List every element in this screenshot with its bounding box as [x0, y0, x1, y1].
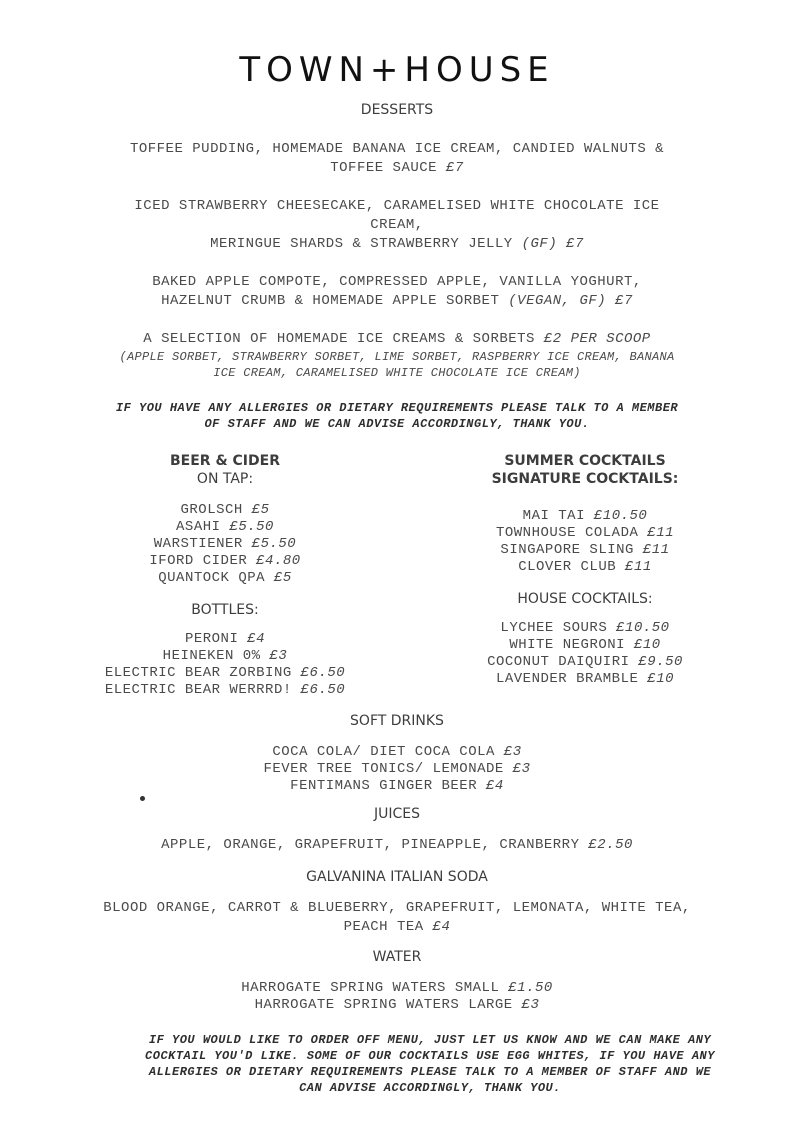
footer-note [110, 1032, 750, 1096]
allergy-note-line: IF YOU HAVE ANY ALLERGIES OR DIETARY REQUIREMENTS PLEASE TALK TO A MEMBER [115, 401, 679, 415]
soft-drink-item: FEVER TREE TONICS/ LEMONADE £3 [263, 761, 531, 777]
bottle-item: HEINEKEN 0% £3 [162, 648, 288, 664]
bottle-item: ELECTRIC BEAR WERRRD! £6.50 [104, 682, 346, 698]
flavours-line: ICE CREAM, CARAMELISED WHITE CHOCOLATE ICE CREAM) [213, 366, 581, 380]
dessert-price: (VEGAN, GF) £7 [508, 293, 633, 309]
on-tap-heading: ON TAP: [196, 471, 254, 487]
soda-heading: GALVANINA ITALIAN SODA [306, 869, 488, 885]
dessert-item [0, 140, 794, 178]
beer-column [60, 452, 390, 699]
soda-line: PEACH TEA [343, 919, 433, 935]
bottle-item: ELECTRIC BEAR ZORBING £6.50 [104, 665, 346, 681]
bottles-heading: BOTTLES: [191, 602, 259, 618]
soft-drinks-heading: SOFT DRINKS [350, 713, 444, 729]
house-list [420, 620, 750, 688]
beer-item: WARSTIENER £5.50 [153, 536, 297, 552]
soft-drinks-list [0, 744, 794, 795]
footer-line: ALLERGIES OR DIETARY REQUIREMENTS PLEASE TALK TO A MEMBER OF STAFF AND WE [148, 1065, 712, 1079]
cocktail-item: MAI TAI £10.50 [522, 508, 648, 524]
brand-title: TOWN+HOUSE [239, 50, 555, 90]
water-heading: WATER [372, 949, 422, 965]
allergy-note-line: OF STAFF AND WE CAN ADVISE ACCORDINGLY, THANK YOU. [204, 417, 590, 431]
dessert-line: ICED STRAWBERRY CHEESECAKE, CARAMELISED WHITE CHOCOLATE ICE [134, 198, 660, 214]
beer-item: GROLSCH £5 [180, 502, 270, 518]
cocktail-item: WHITE NEGRONI £10 [509, 637, 661, 653]
beer-item: ASAHI £5.50 [176, 519, 274, 535]
soda-list: BLOOD ORANGE, CARROT & BLUEBERRY, GRAPEFRUIT, LEMONATA, WHITE TEA, PEACH TEA £4 [0, 899, 794, 937]
dessert-price: (GF) £7 [521, 236, 584, 252]
water-item: HARROGATE SPRING WATERS LARGE £3 [254, 997, 540, 1013]
flavours-line: (APPLE SORBET, STRAWBERRY SORBET, LIME SORBET, RASPBERRY ICE CREAM, BANANA [119, 350, 675, 364]
dessert-line: TOFFEE SAUCE [330, 160, 446, 176]
beer-item: QUANTOCK QPA £5 [158, 570, 292, 586]
cocktail-item: LYCHEE SOURS £10.50 [500, 620, 670, 636]
dessert-line: CREAM, [370, 217, 424, 233]
cocktail-item: LAVENDER BRAMBLE £10 [495, 671, 675, 687]
beer-heading: BEER & CIDER [170, 453, 280, 469]
water-item: HARROGATE SPRING WATERS SMALL £1.50 [241, 980, 553, 996]
allergy-note [0, 400, 794, 432]
ice-cream-flavours [0, 349, 794, 381]
footer-line: IF YOU WOULD LIKE TO ORDER OFF MENU, JUST LET US KNOW AND WE CAN MAKE ANY [148, 1033, 712, 1047]
dessert-line: MERINGUE SHARDS & STRAWBERRY JELLY [210, 236, 522, 252]
footer-line: CAN ADVISE ACCORDINGLY, THANK YOU. [299, 1081, 561, 1095]
dessert-line: HAZELNUT CRUMB & HOMEMADE APPLE SORBET [161, 293, 509, 309]
dessert-line: BAKED APPLE COMPOTE, COMPRESSED APPLE, VANILLA YOGHURT, [152, 274, 642, 290]
dessert-item [0, 273, 794, 311]
footer-line: COCKTAIL YOU'D LIKE. SOME OF OUR COCKTAILS USE EGG WHITES, IF YOU HAVE ANY [145, 1049, 715, 1063]
house-cocktails-heading: HOUSE COCKTAILS: [517, 591, 653, 607]
summer-cocktails-heading: SUMMER COCKTAILS [504, 453, 666, 469]
cocktails-column [420, 452, 750, 688]
dessert-line: A SELECTION OF HOMEMADE ICE CREAMS & SORBETS [143, 331, 544, 347]
dessert-item [0, 197, 794, 254]
cocktail-item: TOWNHOUSE COLADA £11 [495, 525, 675, 541]
water-list [0, 980, 794, 1014]
signature-list [420, 508, 750, 576]
dessert-line: TOFFEE PUDDING, HOMEMADE BANANA ICE CREAM, CANDIED WALNUTS & [129, 141, 665, 157]
cocktail-item: SINGAPORE SLING £11 [500, 542, 670, 558]
bottles-list [60, 631, 390, 699]
soft-drink-item: COCA COLA/ DIET COCA COLA £3 [272, 744, 522, 760]
beer-list [60, 502, 390, 587]
desserts-heading: DESSERTS [360, 102, 434, 118]
dessert-price: £2 PER SCOOP [543, 331, 651, 347]
signature-cocktails-heading: SIGNATURE COCKTAILS: [491, 471, 679, 487]
bottle-item: PERONI £4 [184, 631, 266, 647]
cocktail-item: CLOVER CLUB £11 [518, 559, 652, 575]
cocktail-item: COCONUT DAIQUIRI £9.50 [487, 654, 683, 670]
beer-item: IFORD CIDER £4.80 [149, 553, 301, 569]
soft-drink-item: FENTIMANS GINGER BEER £4 [290, 778, 504, 794]
dessert-price: £7 [445, 160, 464, 176]
juices-line: APPLE, ORANGE, GRAPEFRUIT, PINEAPPLE, CRANBERRY £2.50 [161, 837, 633, 853]
bullet-dot [140, 796, 145, 801]
dessert-item [0, 330, 794, 349]
soda-line: BLOOD ORANGE, CARROT & BLUEBERRY, GRAPEFRUIT, LEMONATA, WHITE TEA, [103, 900, 691, 916]
juices-heading: JUICES [373, 806, 420, 822]
